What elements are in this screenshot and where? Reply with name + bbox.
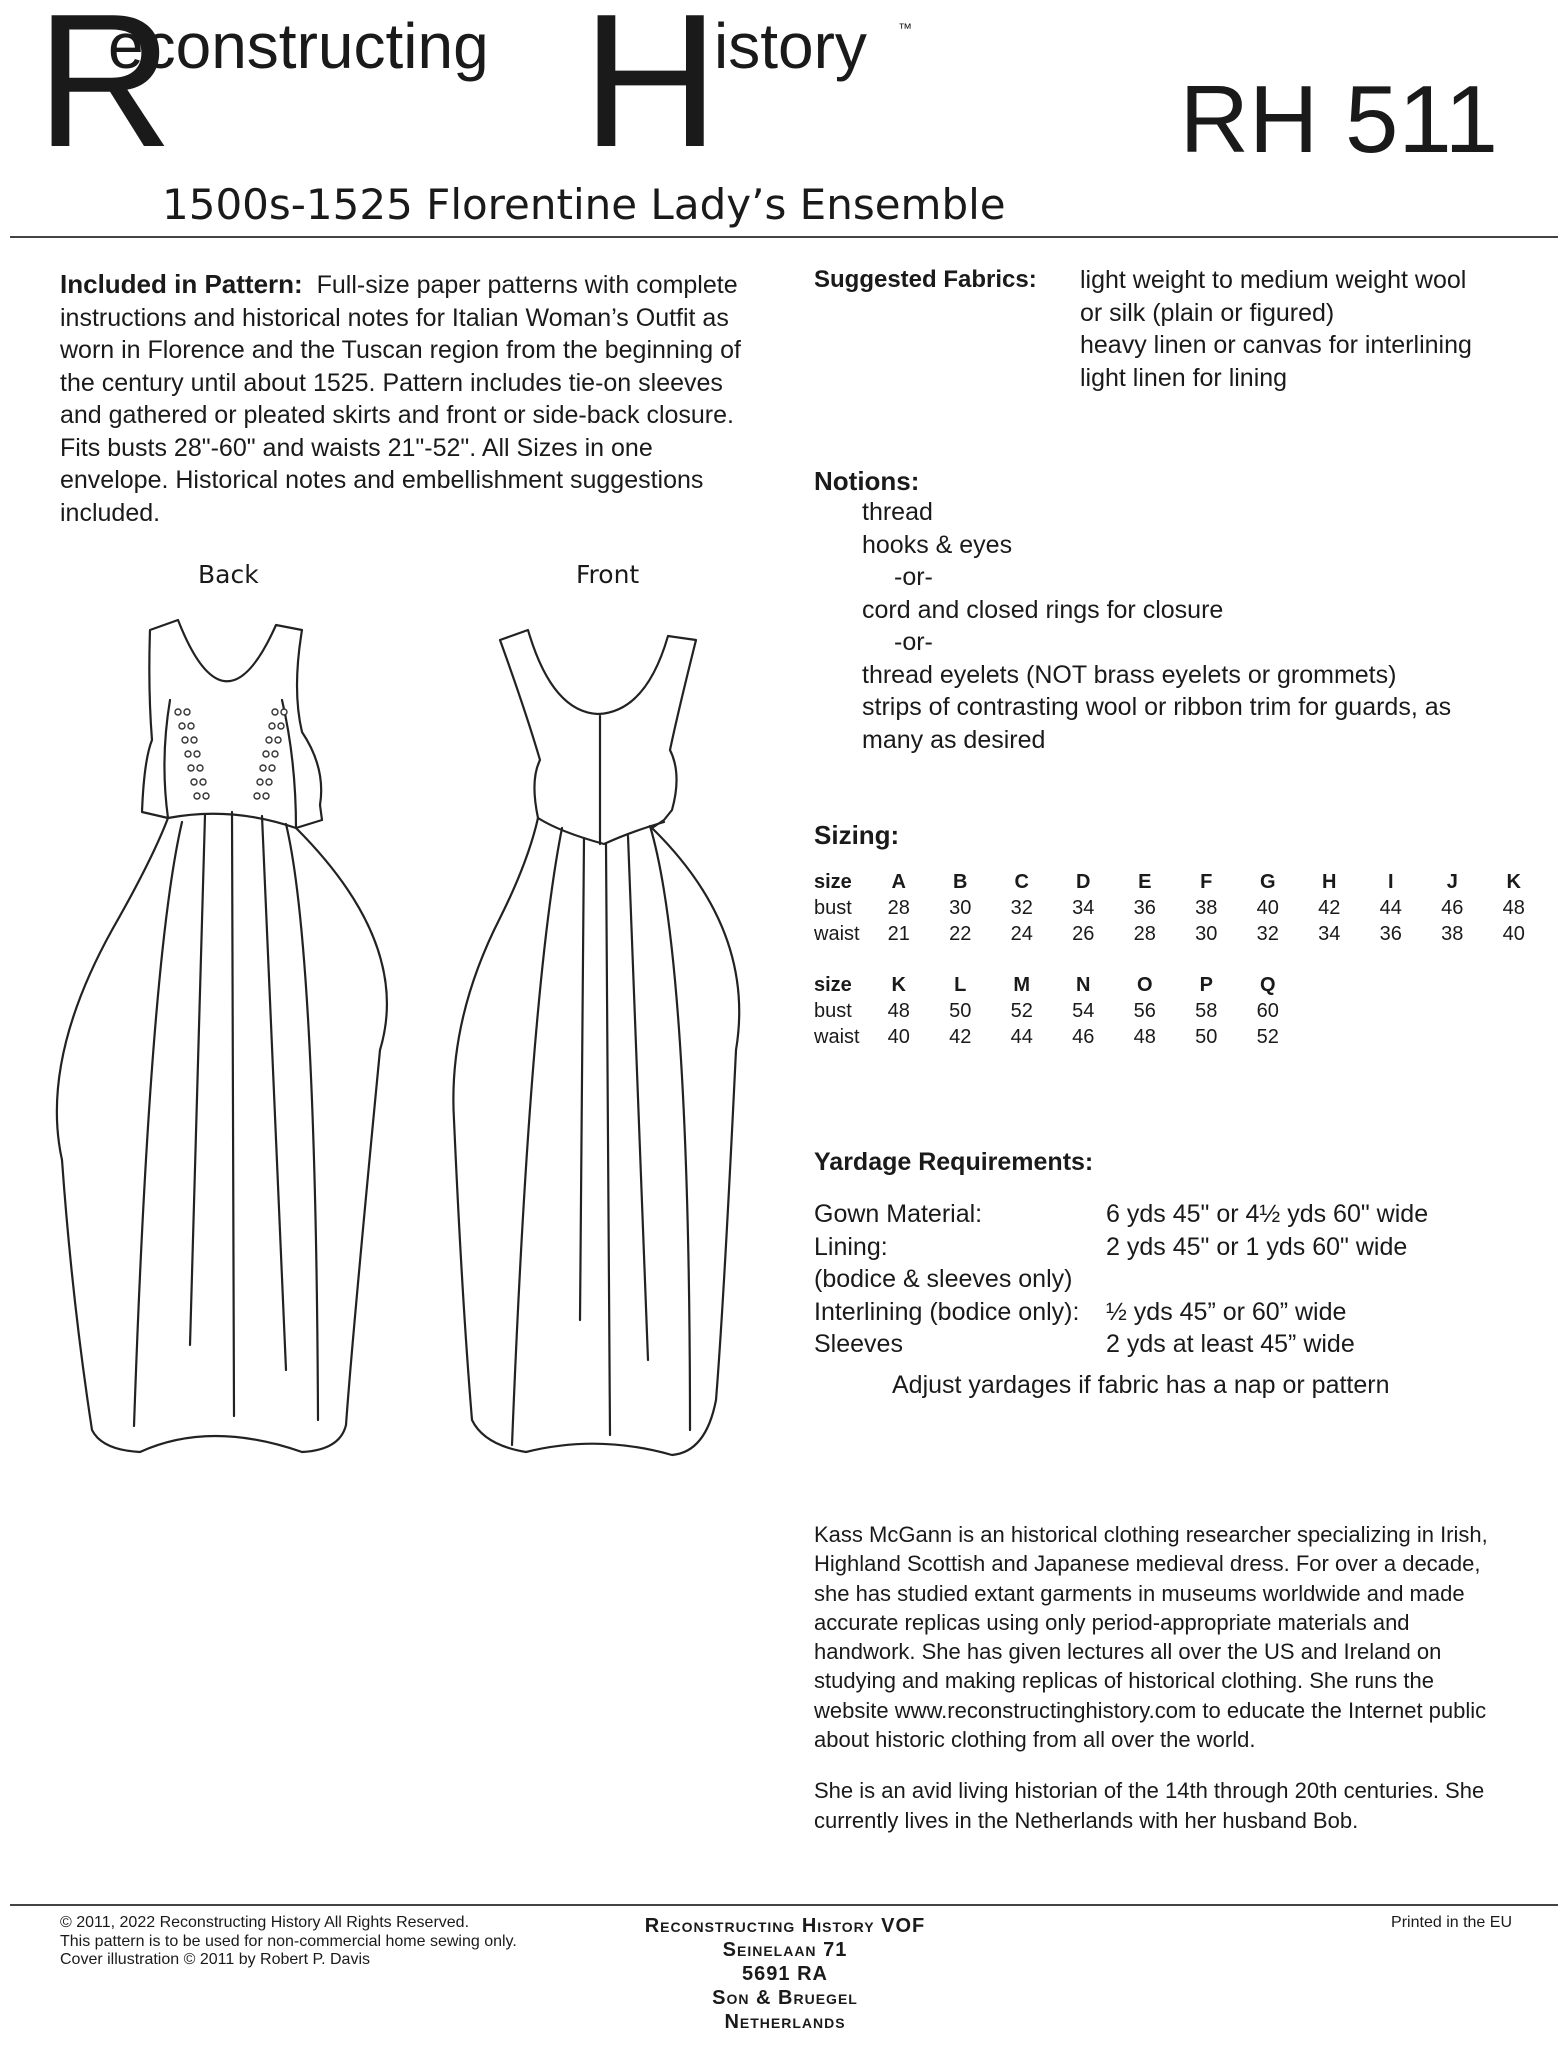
row-label-size: size bbox=[814, 973, 852, 996]
waist-cell: 22 bbox=[949, 922, 972, 945]
sizing-table-2 bbox=[814, 972, 1299, 1050]
logo-letter-r: R bbox=[36, 0, 174, 187]
bio-paragraph-2: She is an avid living historian of the 14th through 20th centuries. She currently lives in the Netherlands with her husband Bob. bbox=[814, 1778, 1485, 1833]
back-label: Back bbox=[198, 560, 259, 589]
included-label: Included in Pattern: bbox=[60, 269, 303, 299]
bust-cell: 38 bbox=[1195, 896, 1218, 919]
sizing-label: Sizing: bbox=[814, 820, 900, 850]
included-section bbox=[60, 268, 760, 529]
fabric-line: light linen for lining bbox=[1080, 363, 1288, 392]
notions-label: Notions: bbox=[814, 466, 920, 496]
notion-item: -or- bbox=[894, 563, 933, 591]
row-label-waist: waist bbox=[814, 1025, 860, 1048]
address-line: Son & Bruegel bbox=[712, 1987, 858, 2009]
address-line: 5691 RA bbox=[742, 1963, 828, 1985]
logo-word-econstructing: econstructing bbox=[108, 10, 489, 82]
front-view-gown bbox=[453, 630, 739, 1455]
header-divider bbox=[10, 236, 1558, 238]
copyright-line: © 2011, 2022 Reconstructing History All Rights Reserved. bbox=[60, 1914, 470, 1931]
yardage-row bbox=[814, 1263, 1514, 1296]
bust-cell: 30 bbox=[949, 896, 972, 919]
back-view-gown bbox=[57, 620, 387, 1452]
yardage-item: Sleeves bbox=[814, 1330, 903, 1358]
bust-cell: 34 bbox=[1072, 896, 1095, 919]
fabrics-list bbox=[1080, 264, 1472, 394]
bust-cell: 46 bbox=[1441, 896, 1464, 919]
waist-cell: 34 bbox=[1318, 922, 1341, 945]
notion-item: hooks & eyes bbox=[862, 530, 1013, 559]
pattern-title: 1500s-1525 Florentine Lady’s Ensemble bbox=[162, 180, 1006, 229]
copyright-line: This pattern is to be used for non-commercial home sewing only. bbox=[60, 1932, 517, 1950]
yardage-value: 6 yds 45" or 4½ yds 60" wide bbox=[1106, 1200, 1429, 1228]
yardage-item: Interlining (bodice only): bbox=[814, 1297, 1080, 1326]
notion-item: cord and closed rings for closure bbox=[862, 595, 1224, 624]
row-label-waist: waist bbox=[814, 922, 860, 945]
address-line: Netherlands bbox=[724, 2011, 846, 2033]
yardage-value: 2 yds at least 45” wide bbox=[1106, 1330, 1355, 1358]
yardage-value: 2 yds 45" or 1 yds 60" wide bbox=[1106, 1232, 1408, 1261]
size-cell: H bbox=[1322, 870, 1337, 893]
waist-cell: 40 bbox=[887, 1025, 910, 1048]
bust-cell: 32 bbox=[1010, 896, 1033, 919]
waist-cell: 40 bbox=[1502, 922, 1525, 945]
bust-cell: 44 bbox=[1379, 896, 1402, 919]
size-cell: J bbox=[1446, 870, 1458, 893]
yardage-label: Yardage Requirements: bbox=[814, 1148, 1094, 1176]
publisher-address bbox=[590, 1914, 980, 2034]
yardage-note: Adjust yardages if fabric has a nap or pattern bbox=[892, 1370, 1390, 1399]
waist-cell: 36 bbox=[1379, 922, 1402, 945]
yardage-row bbox=[814, 1198, 1514, 1231]
notion-item: -or- bbox=[894, 628, 933, 656]
bust-cell: 56 bbox=[1133, 999, 1156, 1022]
size-cell: I bbox=[1387, 870, 1394, 893]
author-bio bbox=[814, 1520, 1514, 1835]
front-label: Front bbox=[576, 560, 640, 589]
printed-in: Printed in the EU bbox=[1391, 1914, 1512, 1931]
waist-cell: 32 bbox=[1256, 922, 1279, 945]
notion-item: strips of contrasting wool or ribbon trim for guards, as bbox=[862, 693, 1452, 721]
notions-list bbox=[862, 496, 1451, 756]
waist-cell: 46 bbox=[1072, 1025, 1095, 1048]
back-eyelets bbox=[175, 709, 287, 799]
bust-cell: 50 bbox=[949, 999, 972, 1022]
yardage-row bbox=[814, 1296, 1514, 1329]
waist-cell: 30 bbox=[1195, 922, 1218, 945]
fabric-line: light weight to medium weight wool bbox=[1080, 266, 1467, 294]
notion-item: many as desired bbox=[862, 725, 1046, 754]
size-cell: Q bbox=[1259, 973, 1276, 996]
footer-divider bbox=[10, 1904, 1558, 1906]
fabric-line: heavy linen or canvas for interlining bbox=[1080, 331, 1472, 359]
waist-cell: 52 bbox=[1256, 1025, 1279, 1048]
notion-item: thread bbox=[862, 498, 933, 526]
size-cell: C bbox=[1014, 870, 1029, 893]
bust-cell: 42 bbox=[1318, 896, 1341, 919]
waist-cell: 50 bbox=[1195, 1025, 1218, 1048]
size-cell: K bbox=[891, 973, 906, 996]
address-line: Reconstructing History VOF bbox=[644, 1915, 926, 1937]
notion-item: thread eyelets (NOT brass eyelets or grommets) bbox=[862, 660, 1397, 689]
bust-cell: 48 bbox=[887, 999, 910, 1022]
waist-cell: 42 bbox=[949, 1025, 972, 1048]
bust-cell: 40 bbox=[1256, 896, 1279, 919]
size-cell: B bbox=[953, 870, 968, 893]
yardage-item: Lining: bbox=[814, 1232, 888, 1261]
yardage-row bbox=[814, 1231, 1514, 1264]
logo-letter-h: H bbox=[582, 0, 720, 187]
size-cell: A bbox=[891, 870, 906, 893]
fabric-line: or silk (plain or figured) bbox=[1080, 298, 1335, 327]
row-label-size: size bbox=[814, 870, 852, 893]
included-text: Full-size paper patterns with complete instructions and historical notes for Italian Woman’s Outfit as worn in Florence and the Tuscan region from the beginning of the century until about 1525. Pattern includes tie-on sleeves and gathered or pleated skirts and front or side-back closure. Fits busts 28"-60" and waists 21"-52". All Sizes in one envelope. Historical notes and embellishment suggestions included. bbox=[60, 271, 741, 527]
bust-cell: 52 bbox=[1010, 999, 1033, 1022]
size-cell: K bbox=[1506, 870, 1521, 893]
bust-cell: 48 bbox=[1502, 896, 1525, 919]
size-cell: G bbox=[1259, 870, 1276, 893]
yardage-value: ½ yds 45” or 60” wide bbox=[1106, 1297, 1347, 1326]
waist-cell: 38 bbox=[1441, 922, 1464, 945]
size-cell: F bbox=[1200, 870, 1213, 893]
size-cell: O bbox=[1136, 973, 1153, 996]
sizing-table-1 bbox=[814, 869, 1545, 947]
copyright-block bbox=[60, 1914, 517, 1970]
waist-cell: 48 bbox=[1133, 1025, 1156, 1048]
size-cell: L bbox=[954, 973, 967, 996]
waist-cell: 28 bbox=[1133, 922, 1156, 945]
yardage-table bbox=[814, 1198, 1514, 1401]
address-line: Seinelaan 71 bbox=[722, 1939, 848, 1961]
waist-cell: 24 bbox=[1010, 922, 1033, 945]
size-cell: N bbox=[1076, 973, 1091, 996]
size-cell: D bbox=[1076, 870, 1091, 893]
yardage-item: Gown Material: bbox=[814, 1200, 983, 1228]
row-label-bust: bust bbox=[814, 896, 852, 919]
row-label-bust: bust bbox=[814, 999, 852, 1022]
fabrics-label: Suggested Fabrics: bbox=[814, 266, 1037, 293]
logo-word-istory: istory bbox=[714, 10, 867, 82]
waist-cell: 26 bbox=[1072, 922, 1095, 945]
size-cell: E bbox=[1138, 870, 1152, 893]
trademark-symbol: ™ bbox=[898, 20, 912, 36]
waist-cell: 44 bbox=[1010, 1025, 1033, 1048]
pattern-code: RH 511 bbox=[1179, 66, 1498, 173]
copyright-line: Cover illustration © 2011 by Robert P. Davis bbox=[60, 1951, 371, 1968]
bust-cell: 54 bbox=[1072, 999, 1095, 1022]
size-cell: M bbox=[1013, 973, 1031, 996]
bust-cell: 28 bbox=[887, 896, 910, 919]
yardage-row bbox=[814, 1328, 1514, 1361]
bust-cell: 60 bbox=[1256, 999, 1279, 1022]
bust-cell: 36 bbox=[1133, 896, 1156, 919]
bust-cell: 58 bbox=[1195, 999, 1218, 1022]
size-cell: P bbox=[1199, 973, 1213, 996]
gown-illustrations bbox=[0, 600, 790, 1460]
waist-cell: 21 bbox=[887, 922, 910, 945]
yardage-item: (bodice & sleeves only) bbox=[814, 1265, 1073, 1293]
bio-paragraph-1: Kass McGann is an historical clothing researcher specializing in Irish, Highland Scottish and Japanese medieval dress. For over a decade, she has studied extant garments in museums worldwide and made accurate replicas using only period-appropriate materials and handwork. She has given lectures all over the US and Ireland on studying and making replicas of historical clothing. She runs the website www.reconstructinghistory.com to educate the Internet public about historic clothing from all over the world. bbox=[814, 1522, 1488, 1753]
